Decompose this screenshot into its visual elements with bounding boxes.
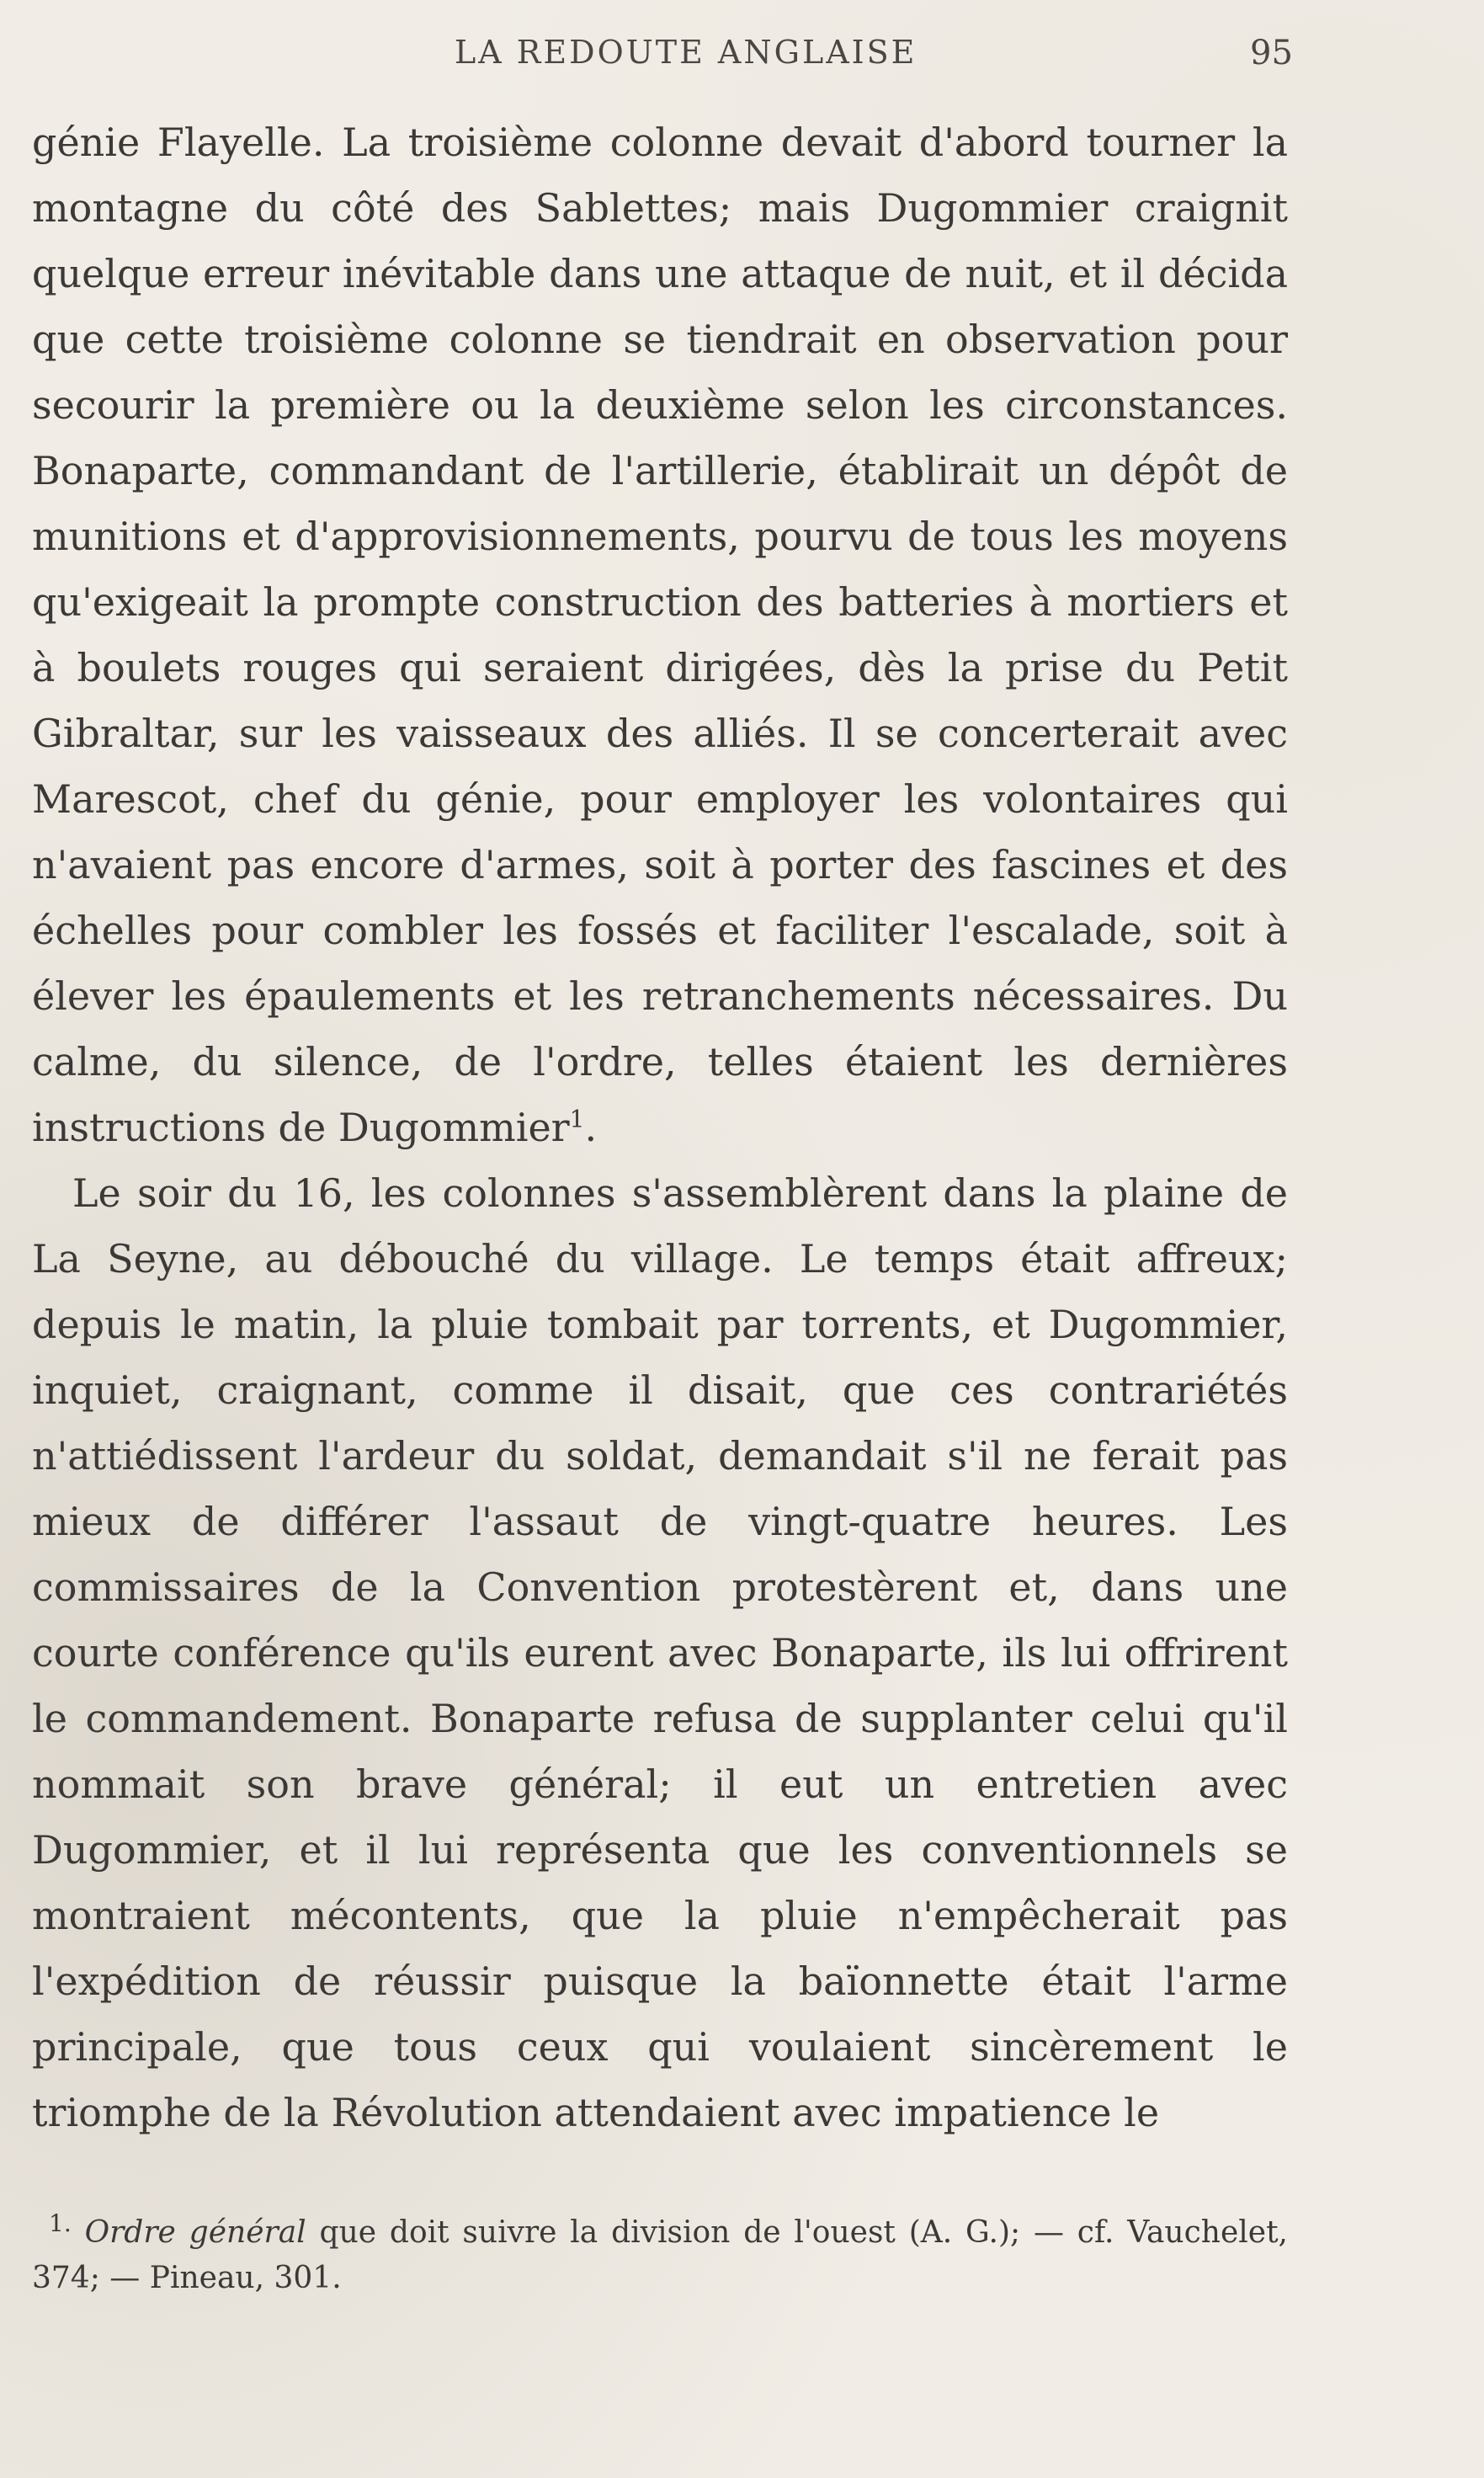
page-number: 95 <box>1250 34 1293 72</box>
footnote <box>32 2210 1288 2301</box>
paragraph <box>32 109 1288 1160</box>
footnotes <box>32 2210 1288 2301</box>
paragraph <box>32 1160 1288 2145</box>
footnote-reference[interactable]: 1 <box>569 1105 585 1133</box>
paragraph-text: Le soir du 16, les colonnes s'assemblèrent dans la plaine de La Seyne, au débouché du village. Le temps était affreux; depuis le matin, la pluie tombait par torrents, et Dugommier, inquiet, craignant, comme il disait, que ces contrariétés n'attiédissent l'ardeur du soldat, demandait s'il ne ferait pas mieux de différer l'assaut de vingt-quatre heures. Les commissaires de la Convention protestèrent et, dans une courte conférence qu'ils eurent avec Bonaparte, ils lui offrirent le commandement. Bonaparte refusa de supplanter celui qu'il nommait son brave général; il eut un entretien avec Dugommier, et il lui représenta que les conventionnels se montraient mécontents, que la pluie n'empêcherait pas l'expédition de réussir puisque la baïonnette était l'arme principale, que tous ceux qui voulaient sincèrement le triomphe de la Révolution attendaient avec impatience le <box>32 1170 1288 2135</box>
body-text <box>32 109 1288 2145</box>
running-head <box>34 34 1296 84</box>
footnote-text: que doit suivre la division de l'ouest (A. G.); — cf. Vauchelet, 374; — Pineau, 301. <box>32 2215 1288 2295</box>
footnote-italic-title: Ordre général <box>84 2215 306 2250</box>
footnote-number: 1. <box>49 2209 72 2237</box>
running-title: LA REDOUTE ANGLAISE <box>455 34 918 71</box>
paragraph-end: . <box>584 1105 598 1150</box>
paragraph-text: génie Flayelle. La troisième colonne devait d'abord tourner la montagne du côté des Sablettes; mais Dugommier craignit quelque erreur inévitable dans une attaque de nuit, et il décida que cette troisième colonne se tiendrait en observation pour secourir la première ou la deuxième selon les circonstances. Bonaparte, commandant de l'artillerie, établirait un dépôt de munitions et d'approvisionnements, pourvu de tous les moyens qu'exigeait la prompte construction des batteries à mortiers et à boulets rouges qui seraient dirigées, dès la prise du Petit Gibraltar, sur les vaisseaux des alliés. Il se concerterait avec Marescot, chef du génie, pour employer les volontaires qui n'avaient pas encore d'armes, soit à porter des fascines et des échelles pour combler les fossés et faciliter l'escalade, soit à élever les épaulements et les retranchements nécessaires. Du calme, du silence, de l'ordre, telles étaient les dernières instructions de Dugommier <box>32 120 1288 1150</box>
